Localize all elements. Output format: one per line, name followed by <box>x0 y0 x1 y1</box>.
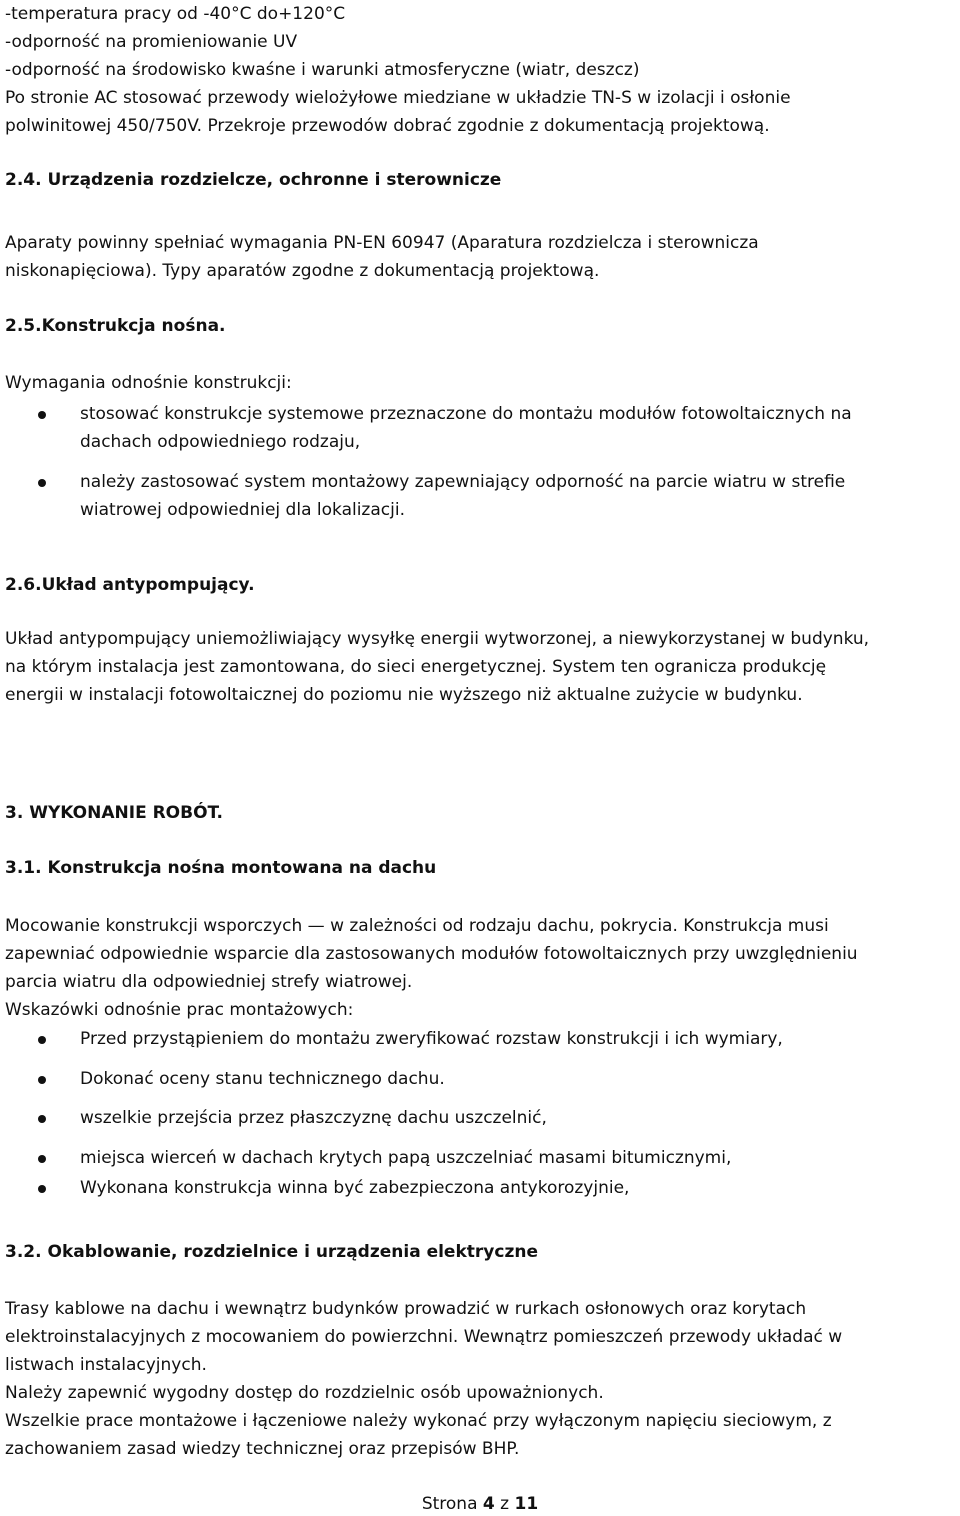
bullet-icon <box>38 1185 46 1193</box>
text-line: na którym instalacja jest zamontowana, do sieci energetycznej. System ten ogranicza produkcję <box>5 657 827 677</box>
text-line: Wykonana konstrukcja winna być zabezpieczona antykorozyjnie, <box>80 1178 630 1198</box>
text-line: energii w instalacji fotowoltaicznej do poziomu nie wyższego niż aktualne zużycie w budynku. <box>5 685 803 705</box>
text-line: zachowaniem zasad wiedzy technicznej oraz przepisów BHP. <box>5 1439 520 1459</box>
section-heading-3: 3. WYKONANIE ROBÓT. <box>5 803 224 823</box>
list-item <box>5 1025 950 1053</box>
text-line: niskonapięciowa). Typy aparatów zgodne z dokumentacją projektową. <box>5 261 600 281</box>
list-item <box>5 1174 950 1202</box>
text-line: parcia wiatru dla odpowiedniej strefy wiatrowej. <box>5 972 413 992</box>
list-item <box>5 1065 950 1093</box>
list-item <box>5 1144 950 1172</box>
text-line: Dokonać oceny stanu technicznego dachu. <box>80 1069 445 1089</box>
text-line: polwinitowej 450/750V. Przekroje przewodów dobrać zgodnie z dokumentacją projektową. <box>5 116 770 136</box>
bullet-icon <box>38 1155 46 1163</box>
text-line: zapewniać odpowiednie wsparcie dla zastosowanych modułów fotowoltaicznych przy uwzględnieniu <box>5 944 858 964</box>
section-heading-3-1: 3.1. Konstrukcja nośna montowana na dachu <box>5 858 437 878</box>
text-line: Przed przystąpieniem do montażu zweryfikować rozstaw konstrukcji i ich wymiary, <box>80 1029 783 1049</box>
page-footer <box>0 1492 960 1516</box>
section-3-1-body <box>5 912 858 1024</box>
section-2-5-bullets <box>5 400 950 524</box>
text-line: elektroinstalacyjnych z mocowaniem do powierzchni. Wewnątrz pomieszczeń przewody układać w <box>5 1327 843 1347</box>
intro-block <box>5 0 791 140</box>
section-3-2-body <box>5 1295 842 1463</box>
footer-page-number: 4 <box>482 1494 495 1514</box>
footer-separator: z <box>494 1494 515 1514</box>
text-line: -odporność na środowisko kwaśne i warunki atmosferyczne (wiatr, deszcz) <box>5 60 640 80</box>
footer-total-pages: 11 <box>514 1494 539 1514</box>
section-heading-3-2: 3.2. Okablowanie, rozdzielnice i urządzenia elektryczne <box>5 1242 538 1262</box>
section-2-5-intro: Wymagania odnośnie konstrukcji: <box>5 373 292 393</box>
section-2-6-body <box>5 625 869 709</box>
text-line: Wszelkie prace montażowe i łączeniowe należy wykonać przy wyłączonym napięciu sieciowym, z <box>5 1411 832 1431</box>
bullet-icon <box>38 1076 46 1084</box>
text-line: Trasy kablowe na dachu i wewnątrz budynków prowadzić w rurkach osłonowych oraz korytach <box>5 1299 807 1319</box>
text-line: miejsca wierceń w dachach krytych papą uszczelniać masami bitumicznymi, <box>80 1148 732 1168</box>
bullet-icon <box>38 411 46 419</box>
text-line: Po stronie AC stosować przewody wielożyłowe miedziane w układzie TN-S w izolacji i osłonie <box>5 88 791 108</box>
text-line: -temperatura pracy od -40°C do+120°C <box>5 4 346 24</box>
text-line: Aparaty powinny spełniać wymagania PN-EN 60947 (Aparatura rozdzielcza i sterownicza <box>5 233 759 253</box>
section-heading-2-5: 2.5.Konstrukcja nośna. <box>5 316 226 336</box>
section-3-1-bullets <box>5 1025 950 1202</box>
list-item <box>5 400 950 456</box>
list-item <box>5 1104 950 1132</box>
section-heading-2-6: 2.6.Układ antypompujący. <box>5 575 255 595</box>
text-line: dachach odpowiedniego rodzaju, <box>80 432 361 452</box>
text-line: wszelkie przejścia przez płaszczyznę dachu uszczelnić, <box>80 1108 547 1128</box>
text-line: Układ antypompujący uniemożliwiający wysyłkę energii wytworzonej, a niewykorzystanej w budynku, <box>5 629 870 649</box>
section-2-4-body <box>5 229 759 285</box>
bullet-icon <box>38 479 46 487</box>
text-line: Mocowanie konstrukcji wsporczych — w zależności od rodzaju dachu, pokrycia. Konstrukcja musi <box>5 916 829 936</box>
text-line: -odporność na promieniowanie UV <box>5 32 298 52</box>
text-line: należy zastosować system montażowy zapewniający odporność na parcie wiatru w strefie <box>80 472 846 492</box>
bullet-icon <box>38 1036 46 1044</box>
text-line: Wskazówki odnośnie prac montażowych: <box>5 1000 354 1020</box>
text-line: listwach instalacyjnych. <box>5 1355 207 1375</box>
text-line: stosować konstrukcje systemowe przeznaczone do montażu modułów fotowoltaicznych na <box>80 404 852 424</box>
text-line: Należy zapewnić wygodny dostęp do rozdzielnic osób upoważnionych. <box>5 1383 604 1403</box>
footer-prefix: Strona <box>421 1494 483 1514</box>
section-heading-2-4: 2.4. Urządzenia rozdzielcze, ochronne i sterownicze <box>5 170 502 190</box>
text-line: wiatrowej odpowiedniej dla lokalizacji. <box>80 500 405 520</box>
list-item <box>5 468 950 524</box>
bullet-icon <box>38 1115 46 1123</box>
